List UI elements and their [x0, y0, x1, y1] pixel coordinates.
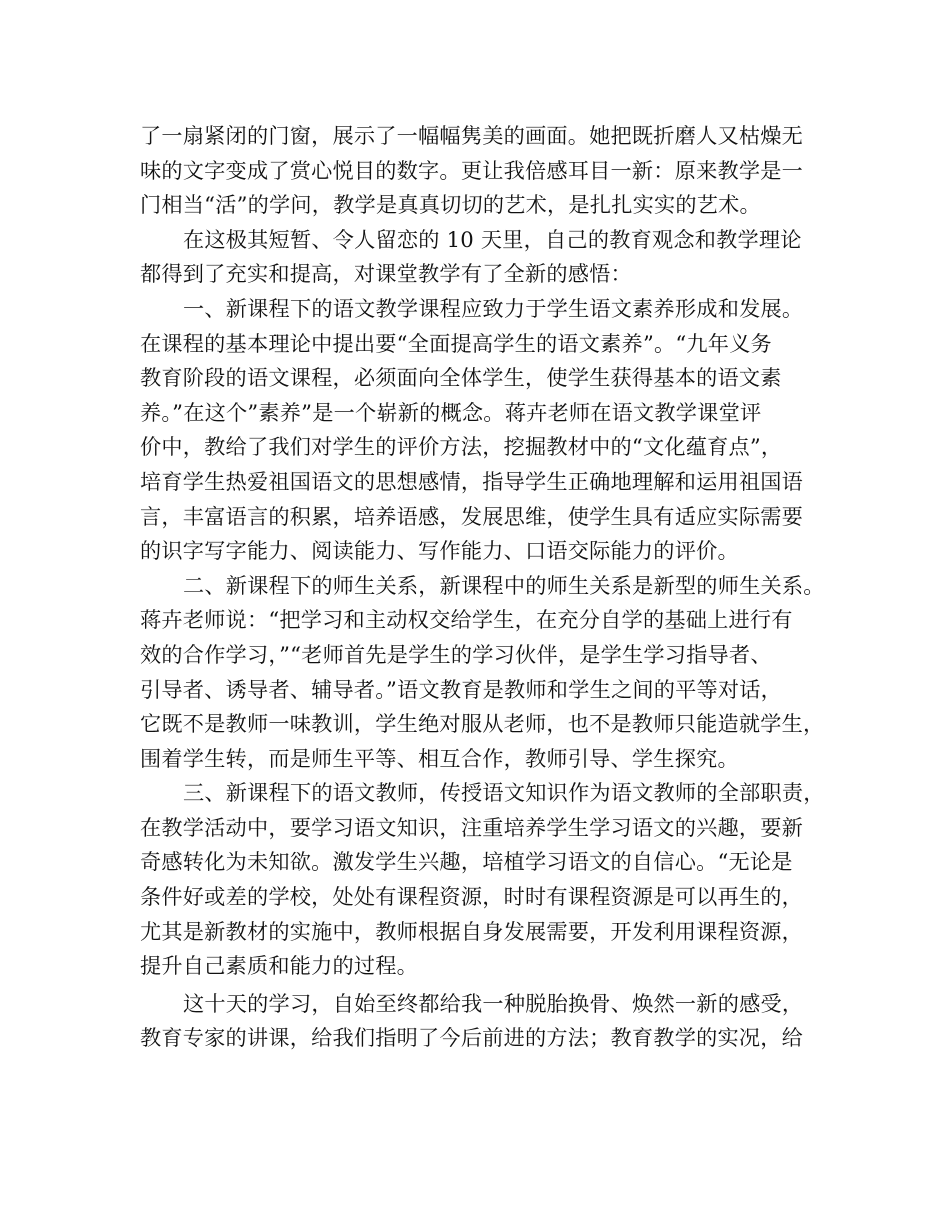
paragraph-start-line: 一、新课程下的语文教学课程应致力于学生语文素养形成和发展。	[183, 295, 804, 321]
text-line: 在课程的基本理论中提出要“全面提高学生的语文素养”。“九年义务	[140, 330, 772, 356]
text-line: 都得到了充实和提高，对课堂教学有了全新的感悟：	[140, 261, 632, 287]
paragraph-start-line: 二、新课程下的师生关系，新课程中的师生关系是新型的师生关系。	[183, 572, 825, 598]
paragraph-start-line: 这十天的学习，自始至终都给我一种脱胎换骨、焕然一新的感受，	[183, 990, 804, 1016]
text-line: 奇感转化为未知欲。激发学生兴趣，培植学习语文的自信心。“无论是	[140, 849, 793, 875]
text-line: 养。”在这个”素养”是一个崭新的概念。蒋卉老师在语文教学课堂评	[140, 399, 762, 425]
text-line: 门相当“活”的学问，教学是真真切切的艺术，是扎扎实实的艺术。	[140, 192, 761, 218]
text-line: 味的文字变成了赏心悦目的数字。更让我倍感耳目一新：原来教学是一	[140, 157, 804, 183]
paragraph-start-line: 三、新课程下的语文教师，传授语文知识作为语文教师的全部职责，	[183, 780, 825, 806]
document-body	[140, 119, 830, 1056]
text-line: 引导者、诱导者、辅导者。”语文教育是教师和学生之间的平等对话，	[140, 676, 783, 702]
text-line: 围着学生转，而是师生平等、相互合作，教师引导、学生探究。	[140, 745, 739, 771]
paragraph-start-line: 在这极其短暂、令人留恋的 10 天里，自己的教育观念和教学理论	[183, 226, 802, 252]
text-line: 了一扇紧闭的门窗，展示了一幅幅隽美的画面。她把既折磨人又枯燥无	[140, 123, 804, 148]
text-line: 培育学生热爱祖国语文的思想感情，指导学生正确地理解和运用祖国语	[140, 468, 804, 494]
text-line: 教育专家的讲课，给我们指明了今后前进的方法；教育教学的实况，给	[140, 1025, 804, 1051]
text-line: 它既不是教师一味教训，学生绝对服从老师，也不是教师只能造就学生，	[140, 711, 825, 737]
text-line: 蒋卉老师说：“把学习和主动权交给学生，在充分自学的基础上进行有	[140, 607, 793, 633]
text-line: 尤其是新教材的实施中，教师根据自身发展需要，开发利用课程资源，	[140, 918, 804, 944]
text-line: 条件好或差的学校，处处有课程资源，时时有课程资源是可以再生的，	[140, 884, 804, 910]
text-line: 效的合作学习，”“老师首先是学生的学习伙伴，是学生学习指导者、	[140, 641, 772, 667]
text-line: 言，丰富语言的积累，培养语感，发展思维，使学生具有适应实际需要	[140, 503, 804, 529]
text-line: 在教学活动中，要学习语文知识，注重培养学生学习语文的兴趣，要新	[140, 814, 804, 840]
text-line: 的识字写字能力、阅读能力、写作能力、口语交际能力的评价。	[140, 538, 739, 564]
text-line: 提升自己素质和能力的过程。	[140, 953, 419, 979]
text-line: 价中，教给了我们对学生的评价方法，挖掘教材中的“文化蕴育点”，	[140, 434, 783, 460]
text-line: 教育阶段的语文课程，必须面向全体学生，使学生获得基本的语文素	[140, 365, 782, 391]
